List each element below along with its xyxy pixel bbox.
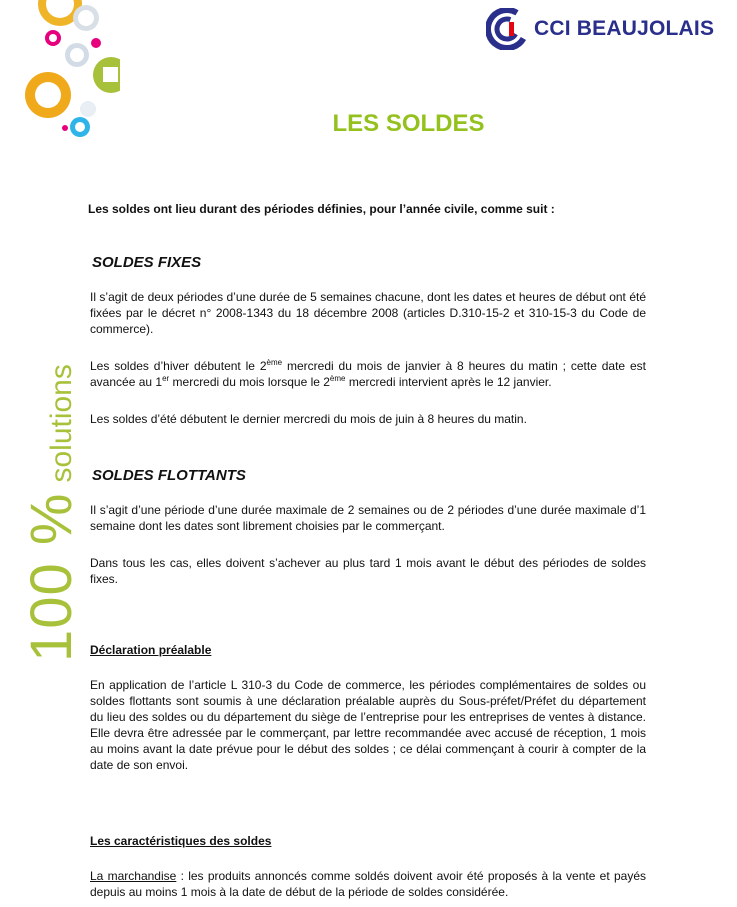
heading-soldes-fixes: SOLDES FIXES — [92, 254, 202, 271]
side-slogan-percent: 100 % — [19, 492, 84, 662]
heading-soldes-flottants: SOLDES FLOTTANTS — [92, 467, 246, 484]
flottants-paragraph-1 — [90, 502, 646, 534]
fixes-p2-text — [90, 358, 646, 390]
heading-declaration: Déclaration préalable — [90, 643, 212, 657]
declaration-paragraph — [90, 677, 646, 773]
marchandise-label: La marchandise — [90, 869, 177, 883]
cci-logo — [486, 6, 714, 52]
heading-caracteristiques: Les caractéristiques des soldes — [90, 834, 272, 848]
marchandise-text: : les produits annoncés comme soldés doivent avoir été proposés à la vente et payés depuis au moins 1 mois à la date de début de la période de soldes considérée. — [90, 869, 646, 899]
page-title: LES SOLDES — [332, 110, 485, 137]
fixes-paragraph-1 — [90, 289, 646, 337]
side-slogan-word: solutions — [45, 364, 78, 483]
side-slogan — [18, 364, 85, 662]
flottants-p1-text: Il s’agit d’une période d’une durée maximale de 2 semaines ou de 2 périodes d’une durée maximale d’1 semaine dont les dates sont librement choisies par le commerçant. — [90, 503, 646, 533]
flottants-p2-text: Dans tous les cas, elles doivent s’achever au plus tard 1 mois avant le début des périodes de soldes fixes. — [90, 556, 646, 586]
flottants-paragraph-2 — [90, 555, 646, 587]
caracteristiques-text — [90, 868, 646, 900]
cci-logo-icon — [486, 8, 528, 50]
caracteristiques-paragraph — [90, 868, 646, 900]
declaration-p1-text: En application de l’article L 310-3 du Code de commerce, les périodes complémentaires de soldes ou soldes flottants sont soumis à une déclaration préalable auprès du Sous-préfet/Préfet du département du lieu des soldes ou du département du siège de l’entreprise pour les entreprises de ventes à distance. Elle devra être adressée par le commerçant, par lettre recommandée avec accusé de réception, 1 mois au moins avant la date prévue pour le début des soldes ; ce délai commençant à courir à compter de la date de son envoi. — [90, 678, 646, 772]
fixes-paragraph-2 — [90, 358, 646, 390]
fixes-p2-sup1: ème — [266, 358, 283, 367]
fixes-p2-d: mercredi intervient après le 12 janvier. — [345, 375, 552, 389]
intro-text: Les soldes ont lieu durant des périodes définies, pour l’année civile, comme suit : — [88, 202, 555, 216]
fixes-p2-a: Les soldes d’hiver débutent le 2 — [90, 359, 267, 373]
fixes-p2-sup2: er — [162, 374, 170, 383]
logo-text: CCI BEAUJOLAIS — [534, 17, 715, 40]
fixes-p1-text: Il s’agit de deux périodes d’une durée de 5 semaines chacune, dont les dates et heures de début ont été fixées par le décret n° 2008-1343 du 18 décembre 2008 (articles D.310-15-2 et 310-15-3 du Code de commerce). — [90, 290, 646, 336]
fixes-p2-c: mercredi du mois lorsque le 2 — [169, 375, 330, 389]
fixes-p3-text: Les soldes d’été débutent le dernier mercredi du mois de juin à 8 heures du matin. — [90, 412, 527, 426]
fixes-p2-sup3: ème — [329, 374, 346, 383]
fixes-paragraph-3 — [90, 411, 646, 427]
fixes-p2-b: mercredi du mois de janvier à 8 heures du matin ; cette date est avancée au 1 — [90, 359, 646, 389]
